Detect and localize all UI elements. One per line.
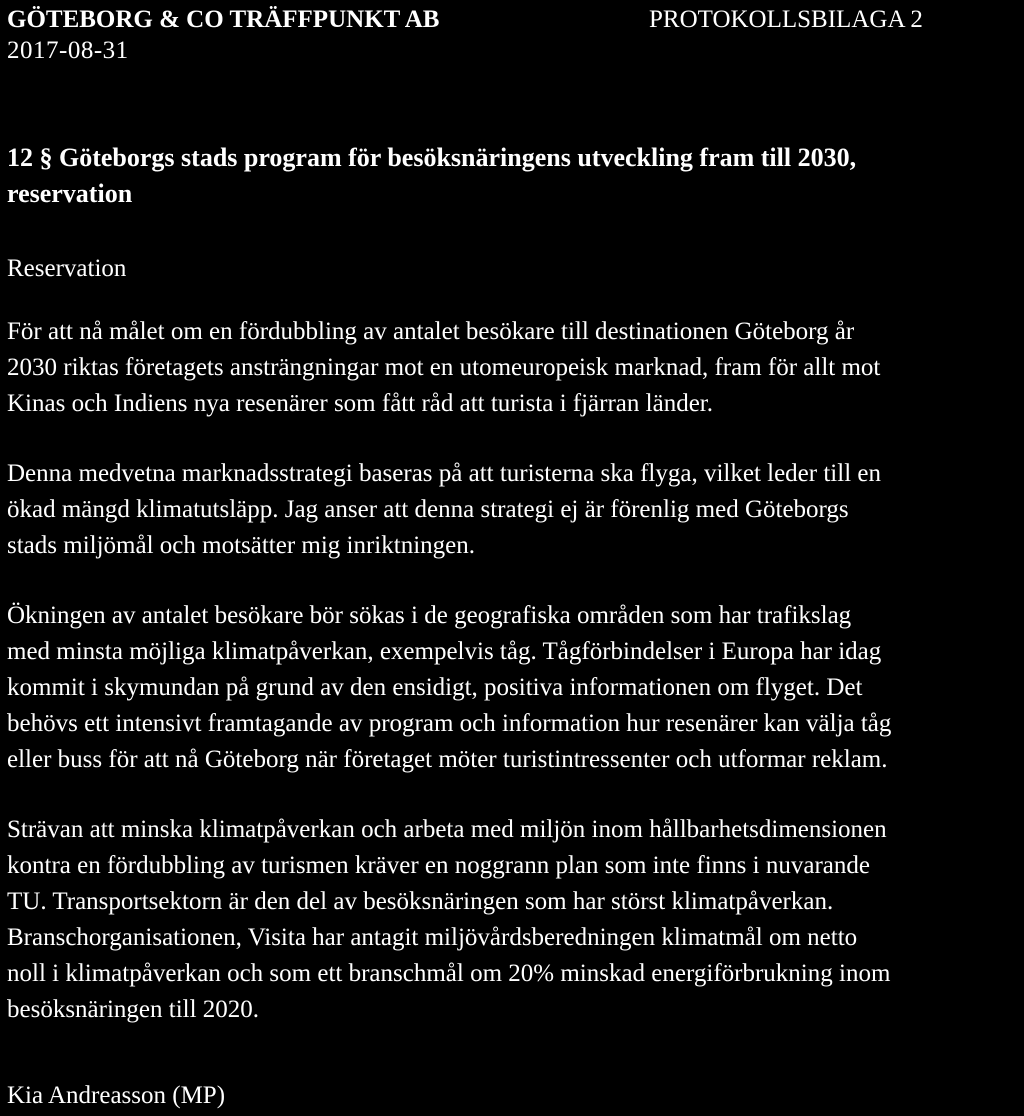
attachment-label: PROTOKOLLSBILAGA 2 [649,6,923,33]
company-name: GÖTEBORG & CO TRÄFFPUNKT AB [7,6,440,33]
signature: Kia Andreasson (MP) [7,1082,226,1109]
page-title [7,140,1007,212]
text-line: eller buss för att nå Göteborg när företaget möter turistintressenter och utformar reklam. [7,746,888,773]
paragraph [7,456,1021,564]
text-line: ökad mängd klimatutsläpp. Jag anser att denna strategi ej är förenlig med Göteborgs [7,496,849,523]
paragraph [7,314,1021,422]
text-line: noll i klimatpåverkan och som ett branschmål om 20% minskad energiförbrukning inom [7,960,891,987]
text-line: TU. Transportsektorn är den del av besöksnäringen som har störst klimatpåverkan. [7,888,834,915]
paragraph [7,812,1021,1028]
text-line: Ökningen av antalet besökare bör sökas i de geografiska områden som har trafikslag [7,602,852,629]
title-line: 12 § Göteborgs stads program för besöksnäringens utveckling fram till 2030, [7,143,857,172]
section-heading: Reservation [7,255,127,282]
text-line: behövs ett intensivt framtagande av program och information hur resenärer kan välja tåg [7,710,892,737]
document-body [7,314,1021,1062]
text-line: Kinas och Indiens nya resenärer som fått råd att turista i fjärran länder. [7,390,713,417]
text-line: 2030 riktas företagets ansträngningar mot en utomeuropeisk marknad, fram för allt mot [7,354,881,381]
text-line: För att nå målet om en fördubbling av antalet besökare till destinationen Göteborg år [7,318,855,345]
text-line: Denna medvetna marknadsstrategi baseras på att turisterna ska flyga, vilket leder till en [7,460,881,487]
title-line: reservation [7,179,133,208]
text-line: kontra en fördubbling av turismen kräver en noggrann plan som inte finns i nuvarande [7,852,870,879]
text-line: stads miljömål och motsätter mig inriktningen. [7,532,475,559]
text-line: Strävan att minska klimatpåverkan och arbeta med miljön inom hållbarhetsdimensionen [7,816,887,843]
text-line: med minsta möjliga klimatpåverkan, exempelvis tåg. Tågförbindelser i Europa har idag [7,638,882,665]
text-line: kommit i skymundan på grund av den ensidigt, positiva informationen om flyget. Det [7,674,863,701]
document-header [7,4,439,66]
text-line: Branschorganisationen, Visita har antagit miljövårdsberedningen klimatmål om netto [7,924,858,951]
document-date: 2017-08-31 [7,37,129,64]
paragraph [7,598,1021,778]
text-line: besöksnäringen till 2020. [7,996,260,1023]
